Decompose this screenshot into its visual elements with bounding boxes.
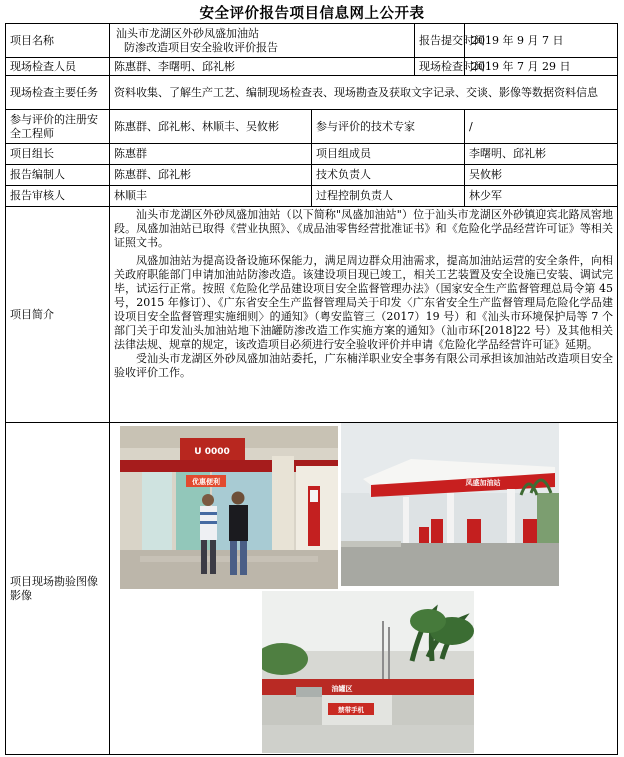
inspectors-value: 陈惠群、李曙明、邱礼彬 bbox=[110, 58, 415, 76]
project-name-line-1: 汕头市龙湖区外砂凤盛加油站 bbox=[116, 26, 259, 40]
intro-paragraph-1: 汕头市龙湖区外砂凤盛加油站（以下简称"凤盛加油站"）位于汕头市龙湖区外砂镇迎宾北路凤窖地段。凤盛加油站已取得《营业执照》、《成品油零售经营批准证书》和《危险化学品经营许可证》等相关证照文书。 bbox=[114, 208, 613, 249]
area-sign: 油罐区 bbox=[331, 685, 353, 693]
project-name-label: 项目名称 bbox=[6, 24, 110, 58]
submit-time-label: 报告提交时间 bbox=[415, 24, 465, 58]
tech-experts-value: / bbox=[465, 110, 618, 144]
reviewer-value: 林顺丰 bbox=[110, 186, 312, 207]
project-name-line-2: 防渗改造项目安全验收评价报告 bbox=[124, 40, 278, 54]
leader-value: 陈惠群 bbox=[110, 144, 312, 165]
engineers-label: 参与评价的注册安全工程师 bbox=[6, 110, 110, 144]
document-title: 安全评价报告项目信息网上公开表 bbox=[199, 5, 425, 22]
intro-value bbox=[110, 207, 618, 423]
row-leader bbox=[6, 144, 618, 165]
row-project-name bbox=[6, 24, 618, 58]
row-reviewer bbox=[6, 186, 618, 207]
process-lead-value: 林少军 bbox=[465, 186, 618, 207]
row-inspectors bbox=[6, 58, 618, 76]
intro-paragraph-3: 受汕头市龙湖区外砂凤盛加油站委托，广东楠洋职业安全事务有限公司承担该加油站改造项目安全验收评价工作。 bbox=[114, 352, 613, 379]
photo-inspectors-at-station bbox=[120, 426, 338, 589]
members-value: 李曙明、邱礼彬 bbox=[465, 144, 618, 165]
members-label: 项目组成员 bbox=[312, 144, 465, 165]
project-name-value bbox=[110, 24, 415, 58]
submit-time-value: 2019 年 9 月 7 日 bbox=[465, 24, 618, 58]
photo-station-canopy bbox=[341, 423, 559, 586]
engineers-value: 陈惠群、邱礼彬、林顺丰、吴攸彬 bbox=[110, 110, 312, 144]
row-compilers bbox=[6, 165, 618, 186]
photo-tank-area bbox=[262, 591, 474, 753]
main-tasks-value: 资料收集、了解生产工艺、编制现场检查表、现场勘查及获取文字记录、交谈、影像等数据资料信息 bbox=[110, 76, 618, 110]
compilers-label: 报告编制人 bbox=[6, 165, 110, 186]
shop-sign: 优惠便利 bbox=[192, 478, 220, 486]
storefront-sign: U 0000 bbox=[194, 447, 230, 457]
inspect-time-value: 2019 年 7 月 29 日 bbox=[465, 58, 618, 76]
project-info-table bbox=[5, 23, 618, 755]
process-lead-label: 过程控制负责人 bbox=[312, 186, 465, 207]
tech-lead-value: 吴攸彬 bbox=[465, 165, 618, 186]
compilers-value: 陈惠群、邱礼彬 bbox=[110, 165, 312, 186]
forbidden-sign: 禁带手机 bbox=[338, 706, 364, 714]
row-main-tasks bbox=[6, 76, 618, 110]
canopy-sign: 凤盛加油站 bbox=[465, 479, 501, 487]
row-intro bbox=[6, 207, 618, 423]
intro-label: 项目简介 bbox=[6, 207, 110, 423]
photos-label: 项目现场勘验图像影像 bbox=[6, 423, 110, 755]
inspectors-label: 现场检查人员 bbox=[6, 58, 110, 76]
photos-cell bbox=[110, 423, 618, 755]
main-tasks-label: 现场检查主要任务 bbox=[6, 76, 110, 110]
reviewer-label: 报告审核人 bbox=[6, 186, 110, 207]
row-engineers bbox=[6, 110, 618, 144]
tech-experts-label: 参与评价的技术专家 bbox=[312, 110, 465, 144]
intro-paragraph-2: 凤盛加油站为提高设备设施环保能力，满足周边群众用油需求，提高加油站运营的安全条件，向相关政府职能部门申请加油站防渗改造。该建设项目现已竣工，相关工艺装置及安全设施已安装、调试完毕，试运行正常。按照《危险化学品建设项目安全监督管理办法》（国家安全生产监督管理总局令第 45 号，2015 年修订）、《广东省安全生产监督管理局关于印发〈广东省安全生产监督管理局危险化学品建设项目安全监督管理实施细则〉的通知》（粤安监管三（2017）19 号）和《汕头市环境保护局等 7 个部门关于印发汕头加油站地下油罐防渗改造工作实施方案的通知》（汕市环[2018]22 号）及其他相关法律法规、规章的规定，该改造项目必须进行安全验收评价并申请《危险化学品经营许可证》延期。 bbox=[114, 254, 613, 351]
row-photos bbox=[6, 423, 618, 755]
inspect-time-label: 现场检查时间 bbox=[415, 58, 465, 76]
leader-label: 项目组长 bbox=[6, 144, 110, 165]
tech-lead-label: 技术负责人 bbox=[312, 165, 465, 186]
